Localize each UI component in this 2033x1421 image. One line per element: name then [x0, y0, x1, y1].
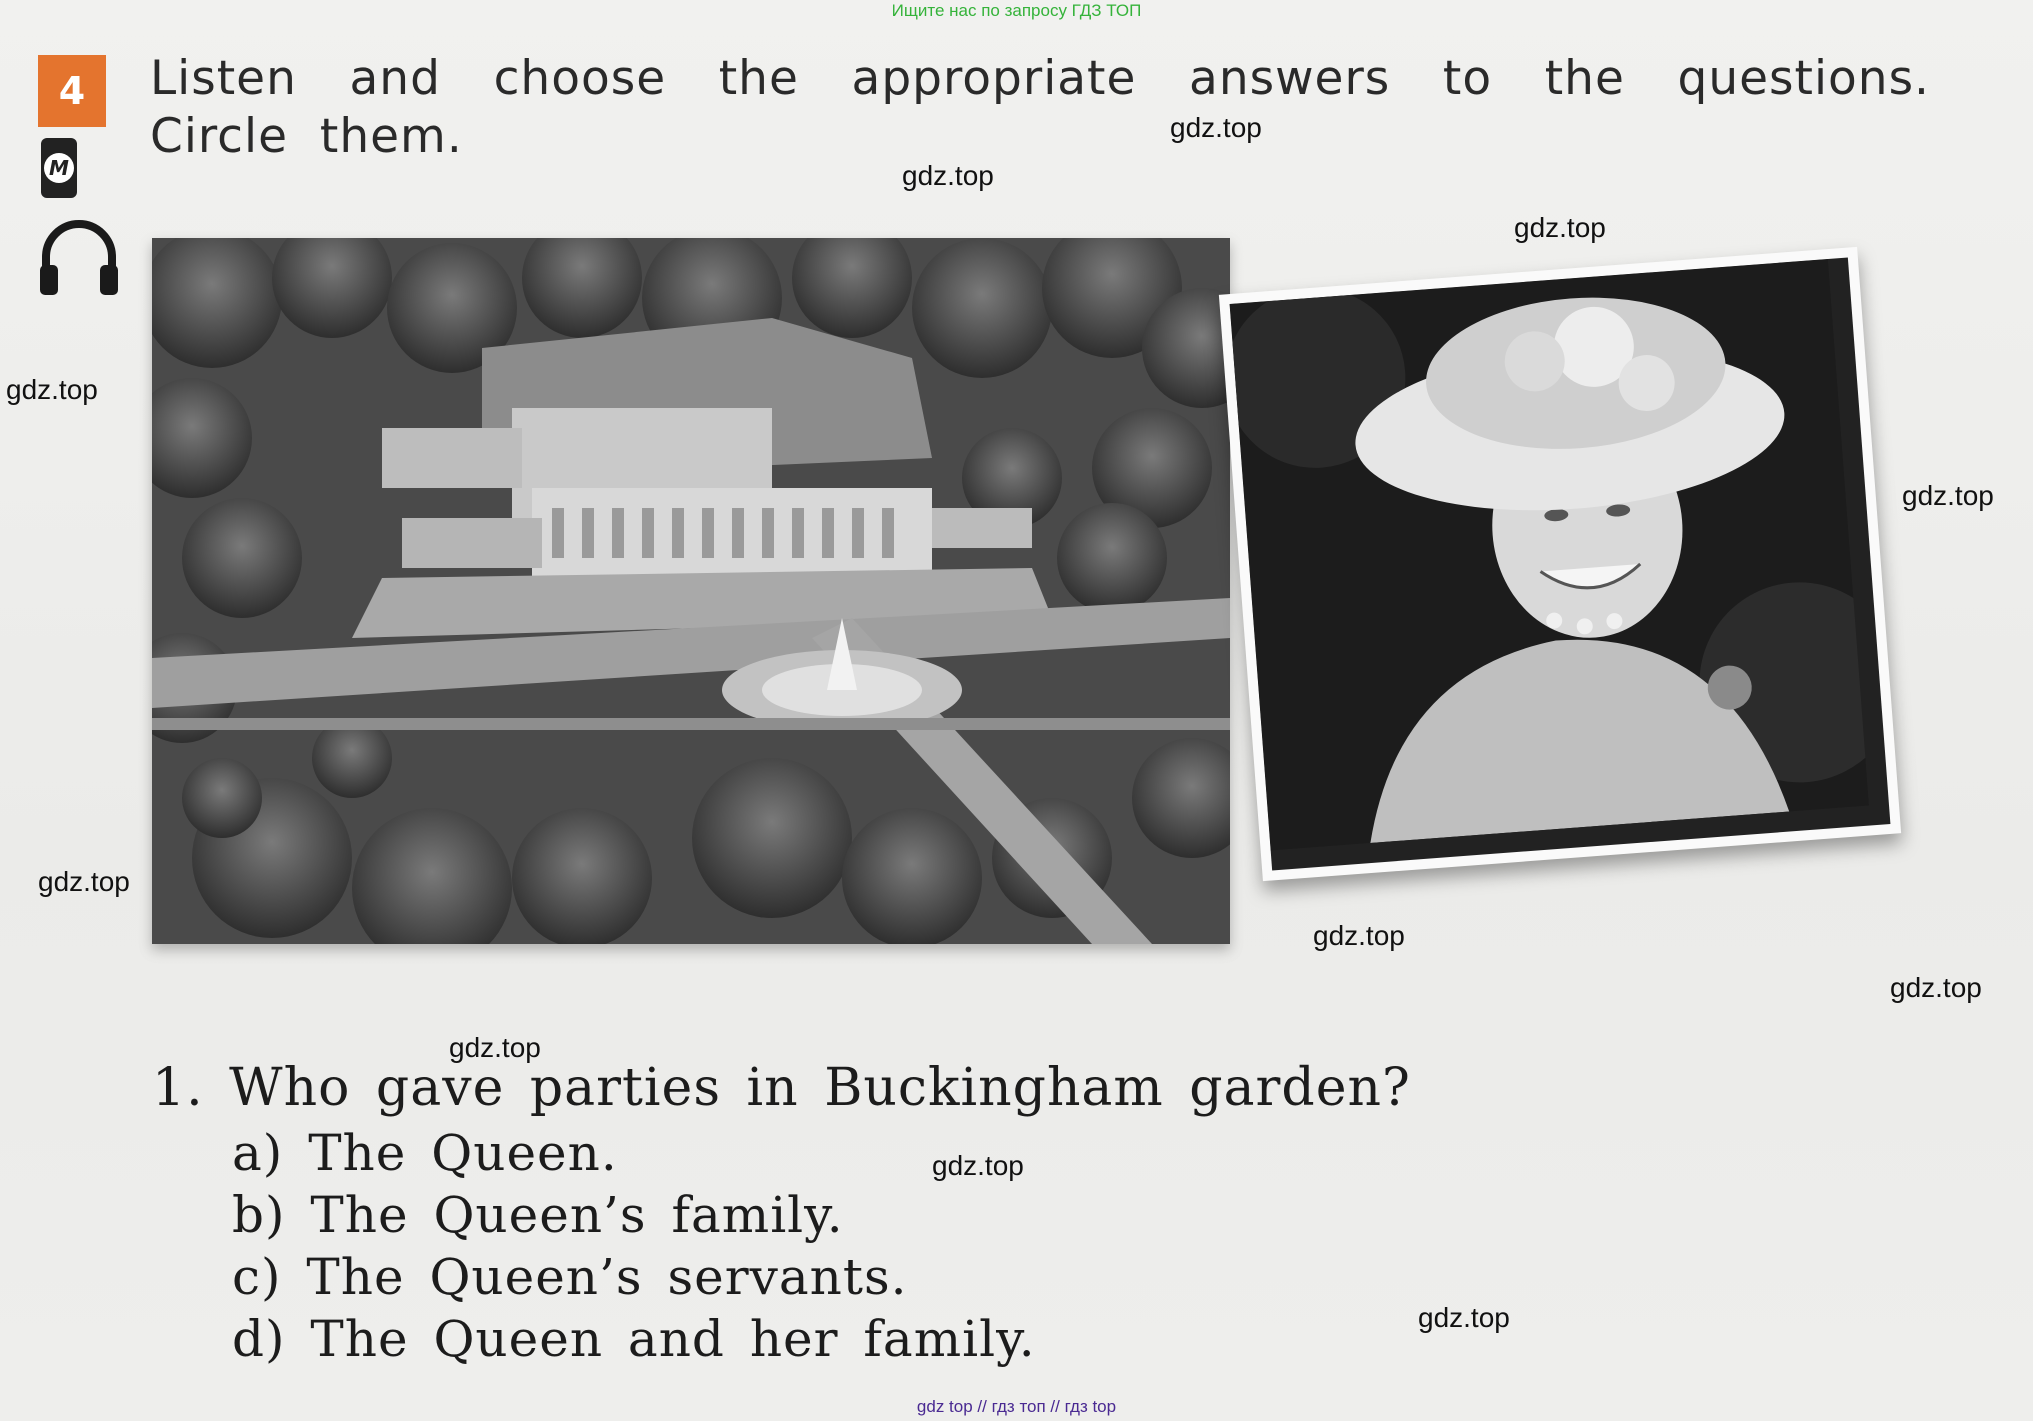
task-number-badge: 4 [38, 55, 106, 127]
answer-option-b[interactable]: b) The Queen’s family. [232, 1186, 844, 1244]
watermark: gdz.top [449, 1032, 541, 1063]
watermark: gdz.top [1890, 972, 1982, 1003]
watermark: gdz.top [1418, 1302, 1510, 1333]
m-badge-icon: M [41, 138, 77, 198]
watermark: gdz.top [1170, 112, 1262, 143]
queen-photo [1219, 247, 1901, 881]
queen-image [1230, 259, 1869, 850]
watermark: gdz.top [38, 866, 130, 897]
top-banner: Ищите нас по запросу ГДЗ ТОП [891, 1, 1142, 20]
task-instruction: Listen and choose the appropriate answers to the questions. Circle them. [150, 51, 1930, 164]
answer-option-d[interactable]: d) The Queen and her family. [232, 1310, 1036, 1368]
watermark: gdz.top [1902, 480, 1994, 511]
answer-option-a[interactable]: a) The Queen. [232, 1124, 618, 1182]
headphones-icon [36, 215, 122, 301]
palace-photo [152, 238, 1230, 944]
watermark: gdz.top [1313, 920, 1405, 951]
bottom-banner: gdz top // гдз топ // гдз top [916, 1397, 1117, 1416]
watermark: gdz.top [1514, 212, 1606, 243]
watermark: gdz.top [932, 1150, 1024, 1181]
question-text: 1. Who gave parties in Buckingham garden? [152, 1058, 1411, 1118]
watermark: gdz.top [6, 374, 98, 405]
watermark: gdz.top [902, 160, 994, 191]
palace-image [152, 238, 1230, 944]
answer-option-c[interactable]: c) The Queen’s servants. [232, 1248, 908, 1306]
